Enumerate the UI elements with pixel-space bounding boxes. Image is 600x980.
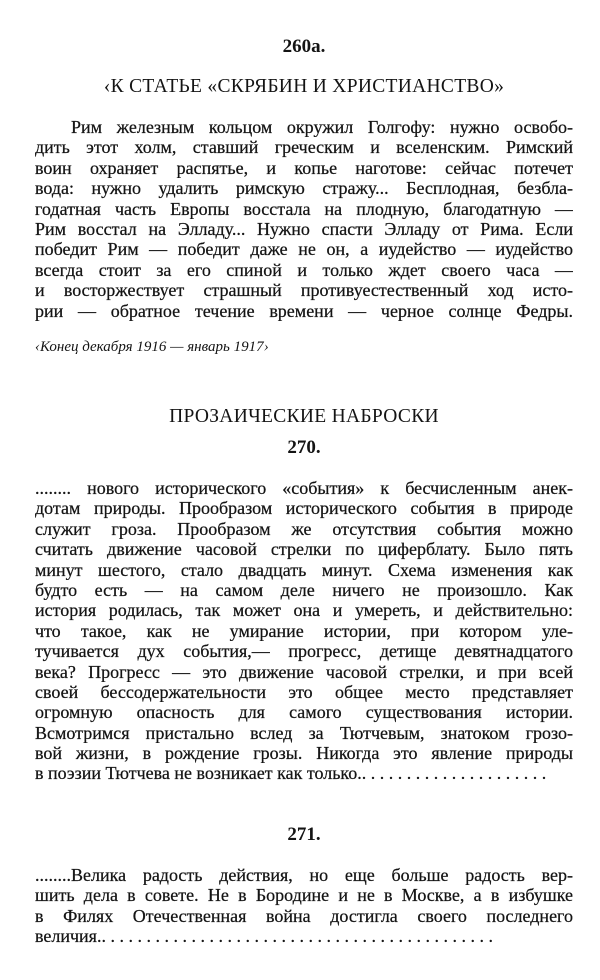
- text-line: служит гроза. Прообразом же отсутствия события можно: [35, 518, 573, 539]
- text-line: победит Рим — победит даже не он, а иудейство — иудейство: [35, 239, 573, 260]
- text-line: вой жизни, в рождение грозы. Никогда это явление природы: [35, 743, 573, 764]
- text-line: дить этот холм, ставший греческим и вселенским. Римский: [35, 137, 573, 158]
- text-line: величия.. . . . . . . . . . . . . . . . . . . . . . . . . . . . . . . . . . . . . . . . . . . .: [35, 926, 493, 947]
- text-line: дотам природы. Прообразом исторического события в природе: [35, 498, 573, 519]
- text-line: Рим железным кольцом окружил Голгофу: нужно освобо-: [71, 117, 573, 137]
- date-note: ‹Конец декабря 1916 — январь 1917›: [35, 339, 269, 355]
- section-title-prose: ПРОЗАИЧЕСКИЕ НАБРОСКИ: [169, 406, 439, 427]
- paragraph-270: [35, 478, 573, 784]
- text-line: ........ нового исторического «события» к бесчисленным анек-: [35, 478, 573, 498]
- text-line: шить дела в совете. Не в Бородине и не в Москве, а в избушке: [35, 885, 573, 906]
- text-line: в Филях Отечественная война достигла своего последнего: [35, 905, 573, 926]
- text-line: века? Прогресс — это движение часовой стрелки, и при всей: [35, 661, 573, 682]
- text-line: огромную опасность для самого существования истории.: [35, 702, 573, 723]
- text-line: рии — обратное течение времени — черное солнце Федры.: [35, 300, 573, 321]
- text-line: будто есть — на самом деле ничего не произошло. Как: [35, 579, 573, 600]
- text-line: считать движение часовой стрелки по циферблату. Было пять: [35, 539, 573, 560]
- section-number-270: 270.: [287, 437, 321, 458]
- section-number-271: 271.: [287, 824, 321, 845]
- text-line: и восторжествует страшный противуестественный ход исто-: [35, 280, 573, 301]
- text-line: в поэзии Тютчева не возникает как только.. . . . . . . . . . . . . . . . . . . . .: [35, 763, 547, 784]
- text-line: всегда стоит за его спиной и только ждет своего часа —: [35, 259, 573, 280]
- text-line: годатная часть Европы восстала на плодную, благодатную —: [35, 198, 573, 219]
- text-line: воин охраняет распятье, и копье наготове: сейчас потечет: [35, 157, 573, 178]
- text-line: Всмотримся пристально вслед за Тютчевым, знатоком грозо-: [35, 722, 573, 743]
- text-line: ........Велика радость действия, но еще больше радость вер-: [35, 865, 573, 885]
- text-line: Рим восстал на Элладу... Нужно спасти Элладу от Рима. Если: [35, 218, 573, 239]
- paragraph-271: [35, 865, 573, 947]
- text-line: что такое, как не умирание истории, при котором уле-: [35, 620, 573, 641]
- text-line: минут шестого, стало двадцать минут. Схема изменения как: [35, 559, 573, 580]
- text-line: история родилась, так может она и умереть, и действительно:: [35, 600, 573, 621]
- text-line: своей бессодержательности это общее место представляет: [35, 681, 573, 702]
- section-title-260a: ‹К СТАТЬЕ «СКРЯБИН И ХРИСТИАНСТВО»: [103, 76, 505, 97]
- paragraph-260a: [35, 117, 573, 321]
- text-line: тучивается дух события,— прогресс, детище девятнадцатого: [35, 641, 573, 662]
- text-line: вода: нужно удалить римскую стражу... Бесплодная, безбла-: [35, 178, 573, 199]
- section-number-260a: 260а.: [282, 36, 326, 57]
